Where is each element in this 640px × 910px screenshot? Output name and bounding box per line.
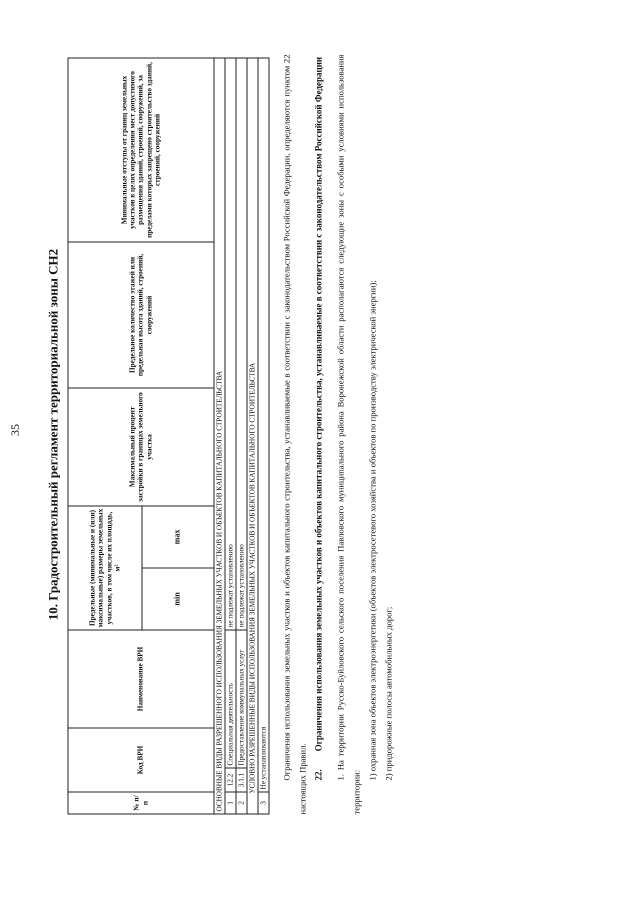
row-value: не подлежат установлению <box>236 58 247 630</box>
header-name: Наименование ВРИ <box>68 630 214 728</box>
table-row <box>236 58 247 814</box>
clause-title: Ограничения использования земельных участков и объектов капитального строительства, устанавливаемые в соответствии с законодательством Российской Федерации <box>314 57 324 751</box>
section-main-label: ОСНОВНЫЕ ВИДЫ РАЗРЕШЕННОГО ИСПОЛЬЗОВАНИЯ ЗЕМЕЛЬНЫХ УЧАСТКОВ И ОБЪЕКТОВ КАПИТАЛЬНОГО СТРОИТЕЛЬСТВА <box>214 58 225 814</box>
paragraph: 1) охранная зона объектов электроэнергетики (объектов электросетевого хозяйства и объектов по производству электрической энергии); <box>366 55 382 815</box>
page-number: 35 <box>8 410 32 450</box>
row-code: 3.1.1 <box>236 768 247 792</box>
row-num: 1 <box>225 792 236 814</box>
row-num: 2 <box>236 792 247 814</box>
row-name: Не устанавливаются <box>258 58 269 792</box>
row-value: не подлежат установлению <box>225 58 236 630</box>
row-num: 3 <box>258 792 269 814</box>
row-code: 12.2 <box>225 768 236 792</box>
paragraph: 2) придорожные полосы автомобильных дорог; <box>382 55 398 815</box>
clause-number: 22. <box>314 769 324 780</box>
table-row <box>258 58 269 814</box>
section-title: 10. Градостроительный регламент территориальной зоны СН2 <box>46 55 62 815</box>
section-conditional-label: УСЛОВНО РАЗРЕШЕННЫЕ ВИДЫ ИСПОЛЬЗОВАНИЯ ЗЕМЕЛЬНЫХ УЧАСТКОВ И ОБЪЕКТОВ КАПИТАЛЬНОГО СТРОИТЕЛЬСТВА <box>247 58 258 814</box>
row-name: Специальная деятельность <box>225 630 236 768</box>
header-num: № п/п <box>68 792 214 814</box>
clause-22-heading <box>312 55 326 815</box>
header-coverage: Максимальный процент застройки в границах земельного участка <box>68 388 214 506</box>
paragraph: Ограничения использования земельных участков и объектов капитального строительства, устанавливаемые в соответствии с законодательством Российской Федерации, определяются пунктом 22 настоящих Правил. <box>280 55 312 815</box>
header-sizes: Предельные (минимальные и (или) максимальные) размеры земельных участков, в том числе их площадь, м² <box>68 506 142 630</box>
rotated-page <box>1 5 640 910</box>
page-content <box>46 55 398 815</box>
regulation-table <box>68 57 270 814</box>
header-code: Код ВРИ <box>68 728 214 792</box>
header-setbacks: Минимальные отступы от границ земельных участков в целях определения мест допустимого размещения зданий, строений, сооружений, за пределами которых запрещено строительство зданий, строений, сооружений <box>68 58 214 242</box>
header-min: min <box>142 568 214 630</box>
row-name: Предоставление коммунальных услуг <box>236 630 247 768</box>
header-max: max <box>142 506 214 568</box>
body-text <box>280 55 398 815</box>
header-floors: Предельное количество этажей или предельная высота зданий, строений, сооружений <box>68 242 214 388</box>
paragraph: 1. На территории Русско-Буйловского сельского поселения Павловского муниципального района Воронежской области располагаются следующие зоны с особыми условиями использования территории: <box>334 55 366 815</box>
table-row <box>225 58 236 814</box>
